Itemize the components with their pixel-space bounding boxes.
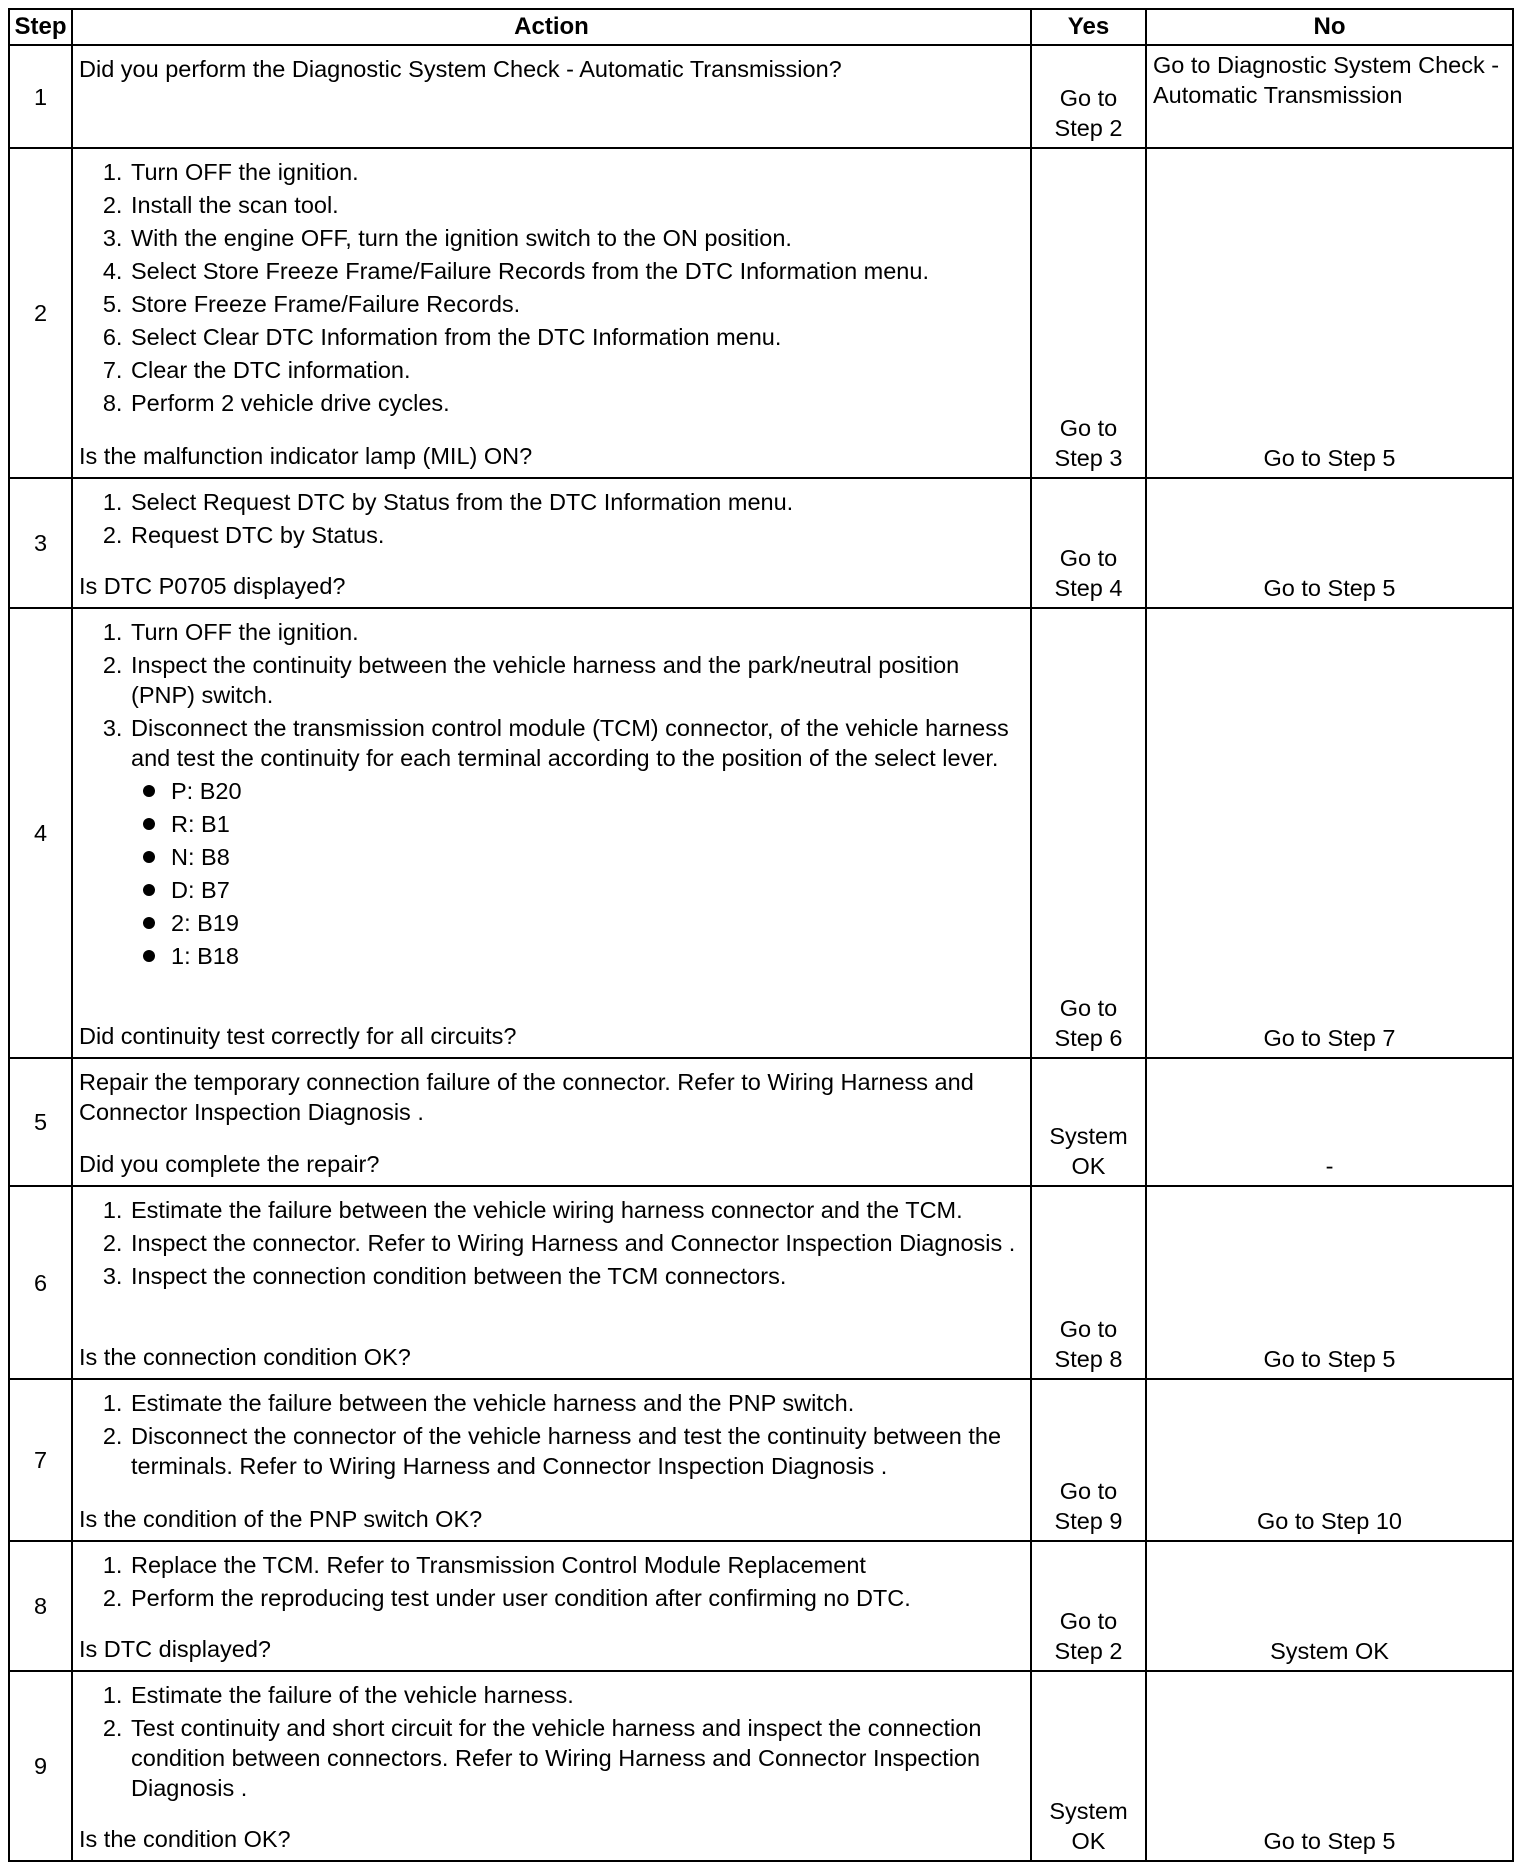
yes-line: Step 6	[1054, 1025, 1123, 1051]
yes-line: Step 2	[1054, 115, 1123, 141]
yes-line: Go to	[1059, 1478, 1118, 1504]
action-cell	[72, 1186, 1031, 1379]
action-cell	[72, 148, 1031, 478]
action-step-item	[129, 1583, 1024, 1613]
action-question: Is the malfunction indicator lamp (MIL) ON?	[79, 443, 533, 469]
yes-line: Go to	[1059, 85, 1118, 111]
step-number: 3	[9, 478, 72, 608]
terminal-item: N: B8	[171, 842, 1024, 872]
table-row	[9, 608, 1513, 1058]
yes-line: Go to	[1059, 545, 1118, 571]
table-row	[9, 148, 1513, 478]
terminal-item: R: B1	[171, 809, 1024, 839]
step-number: 9	[9, 1671, 72, 1861]
action-step-item	[129, 1261, 1024, 1291]
terminal-item: 1: B18	[171, 941, 1024, 971]
yes-line: Step 3	[1054, 445, 1123, 471]
no-result: Go to Step 5	[1146, 478, 1513, 608]
yes-line: OK	[1071, 1153, 1106, 1179]
action-step-item	[129, 1680, 1024, 1710]
yes-line: Step 9	[1054, 1508, 1123, 1534]
step-number: 5	[9, 1058, 72, 1186]
action-step-item	[129, 1228, 1024, 1258]
table-body	[9, 45, 1513, 1861]
action-cell	[72, 478, 1031, 608]
yes-line: System	[1049, 1123, 1128, 1149]
action-question: Is DTC P0705 displayed?	[79, 573, 346, 599]
no-result: System OK	[1146, 1541, 1513, 1671]
action-steps	[79, 1550, 1024, 1613]
action-question: Is the condition OK?	[79, 1826, 291, 1852]
action-step-text: Select Request DTC by Status from the DTC Information menu.	[131, 489, 794, 515]
action-steps	[79, 157, 1024, 418]
action-step-text: With the engine OFF, turn the ignition switch to the ON position.	[131, 225, 792, 251]
table-row	[9, 1186, 1513, 1379]
action-step-item	[129, 157, 1024, 187]
action-step-text: Store Freeze Frame/Failure Records.	[131, 291, 521, 317]
step-number: 7	[9, 1379, 72, 1541]
yes-result	[1031, 1186, 1146, 1379]
no-result: Go to Step 5	[1146, 1186, 1513, 1379]
yes-result	[1031, 1379, 1146, 1541]
action-step-text: Inspect the connection condition between the TCM connectors.	[131, 1263, 787, 1289]
table-header	[9, 9, 1513, 45]
action-step-text: Perform 2 vehicle drive cycles.	[131, 390, 450, 416]
action-steps	[79, 1388, 1024, 1481]
action-steps	[79, 617, 1024, 971]
yes-line: Go to	[1059, 1316, 1118, 1342]
action-step-item	[129, 223, 1024, 253]
action-question: Did you complete the repair?	[79, 1151, 380, 1177]
action-step-text: Select Clear DTC Information from the DTC Information menu.	[131, 324, 782, 350]
header-step: Step	[9, 9, 72, 45]
table-row	[9, 1541, 1513, 1671]
action-question: Is the condition of the PNP switch OK?	[79, 1506, 483, 1532]
yes-line: Go to	[1059, 415, 1118, 441]
action-step-text: Replace the TCM. Refer to Transmission Control Module Replacement	[131, 1552, 866, 1578]
yes-line: Step 2	[1054, 1638, 1123, 1664]
action-step-text: Perform the reproducing test under user condition after confirming no DTC.	[131, 1585, 911, 1611]
action-step-item	[129, 322, 1024, 352]
action-text: Repair the temporary connection failure of the connector. Refer to Wiring Harness and Connector Inspection Diagnosis .	[79, 1069, 974, 1125]
action-step-item	[129, 520, 1024, 550]
action-question: Is DTC displayed?	[79, 1636, 271, 1662]
terminal-item: P: B20	[171, 776, 1024, 806]
yes-line: Go to	[1059, 1608, 1118, 1634]
action-step-item	[129, 713, 1024, 971]
action-step-text: Inspect the continuity between the vehicle harness and the park/neutral position (PNP) switch.	[131, 652, 960, 708]
action-cell	[72, 1671, 1031, 1861]
action-step-text: Estimate the failure between the vehicle wiring harness connector and the TCM.	[131, 1197, 963, 1223]
action-step-text: Install the scan tool.	[131, 192, 339, 218]
yes-line: Step 8	[1054, 1346, 1123, 1372]
action-steps	[79, 1680, 1024, 1803]
action-step-item	[129, 289, 1024, 319]
action-step-text: Disconnect the connector of the vehicle harness and test the continuity between the terminals. Refer to Wiring Harness and Connector Inspection Diagnosis .	[131, 1423, 1002, 1479]
step-number: 4	[9, 608, 72, 1058]
step-number: 2	[9, 148, 72, 478]
table-row	[9, 1058, 1513, 1186]
action-step-text: Estimate the failure between the vehicle harness and the PNP switch.	[131, 1390, 855, 1416]
action-step-item	[129, 355, 1024, 385]
action-question: Did continuity test correctly for all circuits?	[79, 1023, 517, 1049]
action-step-item	[129, 1713, 1024, 1803]
terminal-item: D: B7	[171, 875, 1024, 905]
step-number: 1	[9, 45, 72, 148]
action-step-item	[129, 650, 1024, 710]
table-row	[9, 478, 1513, 608]
action-cell	[72, 1541, 1031, 1671]
action-step-item	[129, 190, 1024, 220]
no-result: -	[1146, 1058, 1513, 1186]
yes-line: System	[1049, 1798, 1128, 1824]
action-step-text: Clear the DTC information.	[131, 357, 411, 383]
no-result: Go to Diagnostic System Check - Automatic Transmission	[1146, 45, 1513, 148]
no-result: Go to Step 7	[1146, 608, 1513, 1058]
action-step-text: Turn OFF the ignition.	[131, 619, 359, 645]
action-step-item	[129, 617, 1024, 647]
no-result: Go to Step 5	[1146, 148, 1513, 478]
action-cell	[72, 45, 1031, 148]
terminal-list	[131, 776, 1024, 971]
yes-line: Go to	[1059, 995, 1118, 1021]
action-step-item	[129, 487, 1024, 517]
table-row	[9, 1379, 1513, 1541]
table-row	[9, 1671, 1513, 1861]
action-cell	[72, 1058, 1031, 1186]
action-cell	[72, 1379, 1031, 1541]
action-steps	[79, 1195, 1024, 1291]
diagnostic-table	[8, 8, 1514, 1862]
step-number: 6	[9, 1186, 72, 1379]
action-step-item	[129, 256, 1024, 286]
header-action: Action	[72, 9, 1031, 45]
action-step-item	[129, 1195, 1024, 1225]
action-step-item	[129, 388, 1024, 418]
action-step-text: Turn OFF the ignition.	[131, 159, 359, 185]
header-yes: Yes	[1031, 9, 1146, 45]
action-step-text: Inspect the connector. Refer to Wiring Harness and Connector Inspection Diagnosis .	[131, 1230, 1016, 1256]
action-step-text: Request DTC by Status.	[131, 522, 385, 548]
terminal-item: 2: B19	[171, 908, 1024, 938]
header-no: No	[1146, 9, 1513, 45]
no-result: Go to Step 5	[1146, 1671, 1513, 1861]
action-question: Is the connection condition OK?	[79, 1344, 411, 1370]
action-step-text: Test continuity and short circuit for the vehicle harness and inspect the connection condition between connectors. Refer to Wiring Harness and Connector Inspection Diagnosis .	[131, 1715, 982, 1801]
action-text: Did you perform the Diagnostic System Check - Automatic Transmission?	[79, 56, 842, 82]
action-step-text: Estimate the failure of the vehicle harness.	[131, 1682, 574, 1708]
no-result: Go to Step 10	[1146, 1379, 1513, 1541]
yes-result	[1031, 148, 1146, 478]
yes-result	[1031, 1541, 1146, 1671]
yes-result	[1031, 608, 1146, 1058]
table-row	[9, 45, 1513, 148]
yes-result	[1031, 1058, 1146, 1186]
header-row	[9, 9, 1513, 45]
yes-result	[1031, 1671, 1146, 1861]
action-step-text: Select Store Freeze Frame/Failure Records from the DTC Information menu.	[131, 258, 929, 284]
yes-line: OK	[1071, 1828, 1106, 1854]
action-step-text: Disconnect the transmission control module (TCM) connector, of the vehicle harness and test the continuity for each terminal according to the position of the select lever.	[131, 715, 1009, 771]
action-cell	[72, 608, 1031, 1058]
action-step-item	[129, 1388, 1024, 1418]
yes-result	[1031, 478, 1146, 608]
action-steps	[79, 487, 1024, 550]
yes-result	[1031, 45, 1146, 148]
yes-line: Step 4	[1054, 575, 1123, 601]
action-step-item	[129, 1421, 1024, 1481]
action-step-item	[129, 1550, 1024, 1580]
step-number: 8	[9, 1541, 72, 1671]
